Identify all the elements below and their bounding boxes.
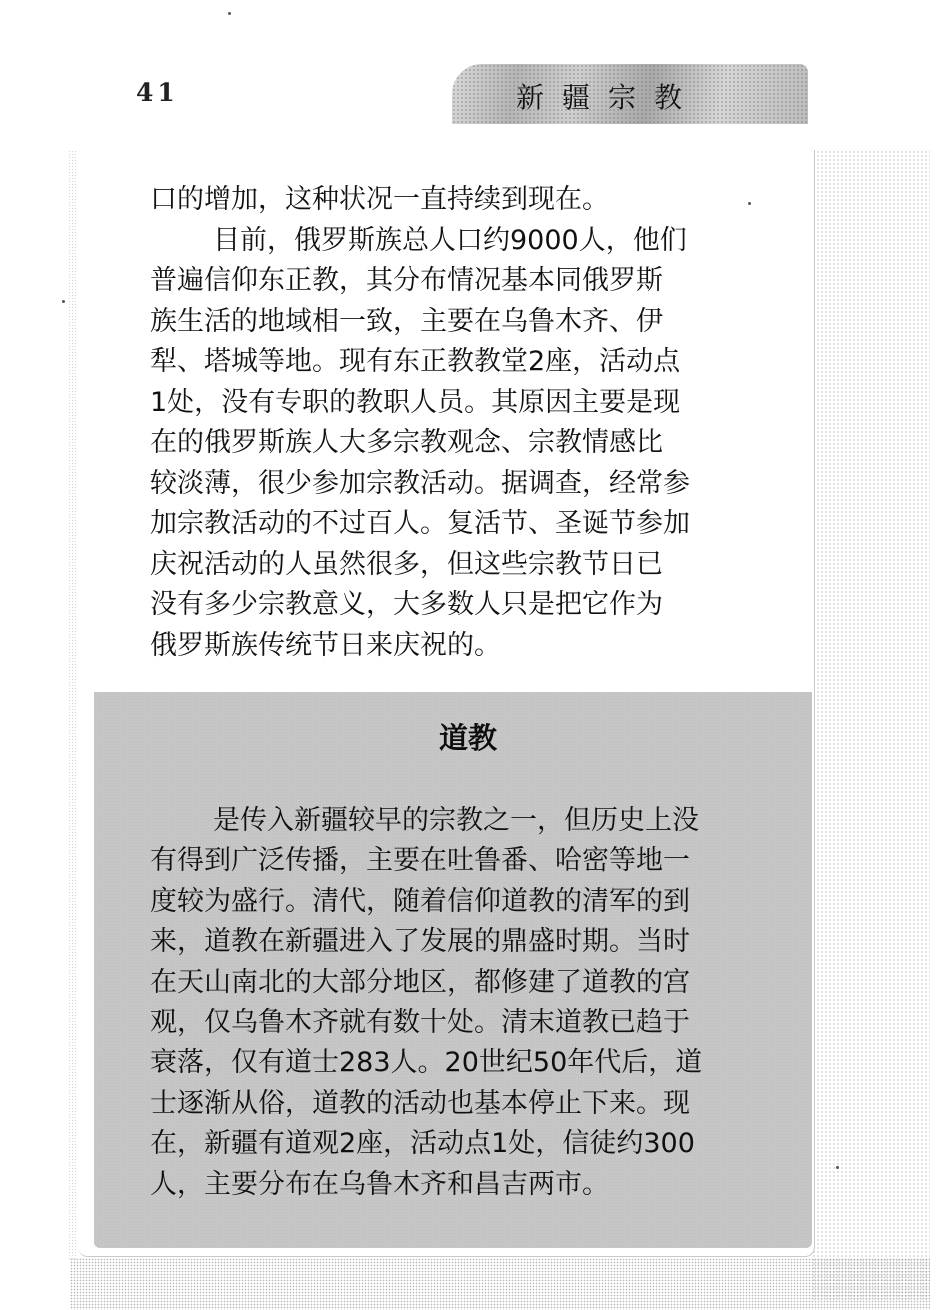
section-text-line: 在，新疆有道观2座，活动点1处，信徒约300 [150,1128,695,1160]
text-line: 普遍信仰东正教，其分布情况基本同俄罗斯 [150,265,663,296]
section-text-line: 衰落，仅有道士283人。20世纪50年代后，道 [150,1047,703,1079]
text-line: 较淡薄，很少参加宗教活动。据调查，经常参 [150,467,690,499]
section-text [150,801,790,1205]
page-edge-shadow-bottom [70,1258,930,1310]
text-line: 1处，没有专职的教职人员。其原因主要是现 [150,386,681,418]
section-text-line: 来，道教在新疆进入了发展的鼎盛时期。当时 [150,926,690,958]
text-line: 口的增加，这种状况一直持续到现在。 [150,184,609,215]
page-edge-shadow-left [68,150,76,1260]
text-line: 目前，俄罗斯族总人口约9000人，他们 [213,224,687,256]
section-text-line: 有得到广泛传播，主要在吐鲁番、哈密等地一 [150,845,690,877]
running-header-title: 新疆宗教 [516,81,701,114]
page-number: 41 [136,78,179,107]
text-line: 俄罗斯族传统节日来庆祝的。 [150,629,501,661]
scan-speck [836,1166,839,1169]
text-line: 庆祝活动的人虽然很多，但这些宗教节日已 [150,548,663,580]
text-line: 没有多少宗教意义，大多数人只是把它作为 [150,589,663,620]
text-line: 族生活的地域相一致，主要在乌鲁木齐、伊 [150,305,663,337]
text-line: 加宗教活动的不过百人。复活节、圣诞节参加 [150,508,690,539]
scan-speck [62,300,65,303]
scan-speck [748,202,751,205]
text-line: 犁、塔城等地。现有东正教教堂2座，活动点 [150,346,681,377]
section-text-line: 人，主要分布在乌鲁木齐和昌吉两市。 [150,1168,609,1200]
section-text-line: 度较为盛行。清代，随着信仰道教的清军的到 [150,885,690,917]
section-title: 道教 [438,721,497,755]
section-text-line: 在天山南北的大部分地区，都修建了道教的宫 [150,966,690,998]
body-text [150,180,790,666]
section-text-line: 士逐渐从俗，道教的活动也基本停止下来。现 [150,1087,690,1119]
text-line: 在的俄罗斯族人大多宗教观念、宗教情感比 [150,427,663,458]
section-text-line: 是传入新疆较早的宗教之一，但历史上没 [213,805,699,836]
scan-speck [228,12,231,15]
section-text-line: 观，仅乌鲁木齐就有数十处。清末道教已趋于 [150,1007,690,1039]
